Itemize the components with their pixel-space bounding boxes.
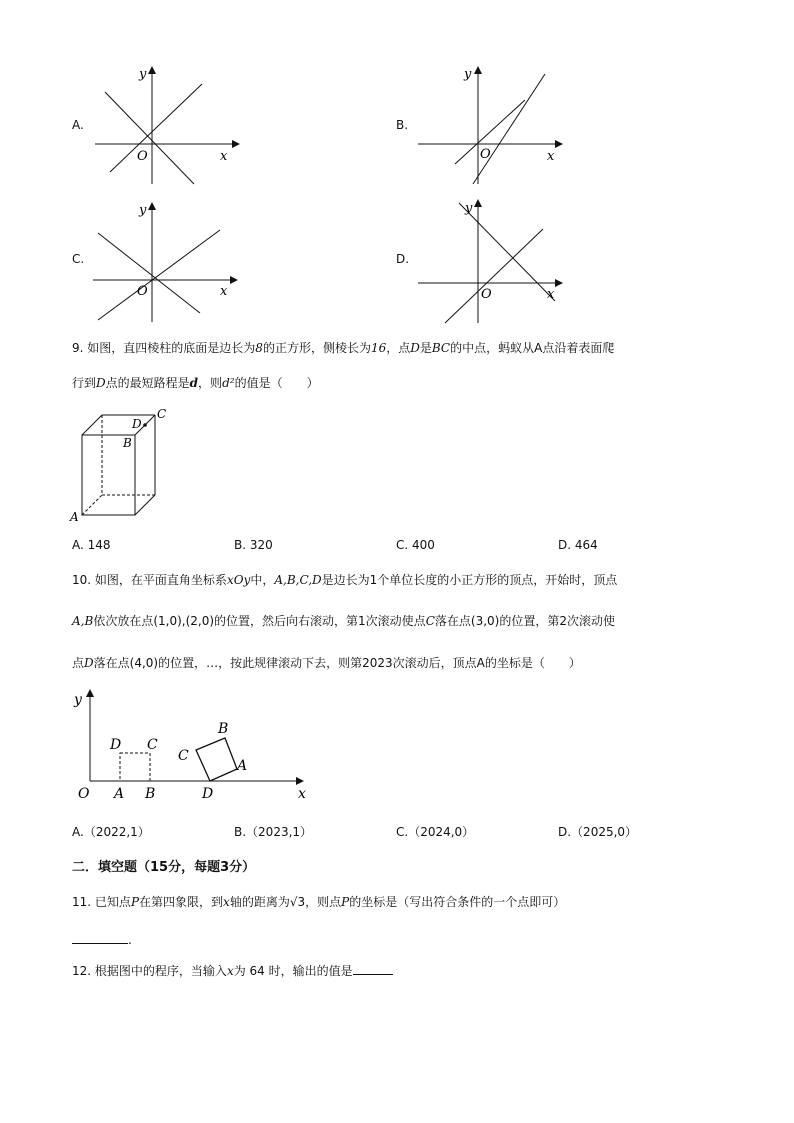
q10-line-2 xyxy=(72,615,615,627)
q10-coords: (1,0),(2,0) xyxy=(153,614,215,628)
q9-var: D xyxy=(410,341,420,355)
answer-blank xyxy=(72,943,128,944)
q12-line xyxy=(72,965,393,977)
line-negative-slope xyxy=(105,92,194,184)
q8-graph-c xyxy=(90,200,250,325)
y-axis-label: y xyxy=(464,67,472,82)
q11-sqrt: √3 xyxy=(289,895,306,909)
q10-var: C xyxy=(425,614,435,628)
q9-line-2 xyxy=(72,377,319,389)
point-d xyxy=(143,423,147,427)
q9-var: d² xyxy=(222,376,235,390)
x-axis-label: x xyxy=(298,786,306,802)
answer-blank xyxy=(353,974,393,975)
q9-text: 的值是（ ） xyxy=(234,376,319,390)
q10-text: 依次放在点 xyxy=(93,614,154,628)
q10-var: A,B,C,D xyxy=(274,573,322,587)
q10-var: xOy xyxy=(226,573,251,587)
line-positive-slope xyxy=(445,229,543,323)
rolled-square xyxy=(196,738,237,781)
origin-label: O xyxy=(137,149,148,164)
point-d-label: D xyxy=(132,417,142,431)
q10-option-c: C.（2024,0） xyxy=(396,825,475,839)
point-b-rotated-label: B xyxy=(218,721,229,737)
vertex-b-label: B xyxy=(123,436,132,450)
q10-text: 的位置，第2次滚动使 xyxy=(499,614,615,628)
q9-value: 16 xyxy=(370,341,387,355)
q9-text: 是 xyxy=(419,341,432,355)
origin-label: O xyxy=(137,284,148,299)
q8-option-c-label: C. xyxy=(72,252,85,266)
q10-text: 点 xyxy=(72,656,85,670)
point-d-axis-label: D xyxy=(202,786,214,802)
line-negative-slope xyxy=(98,233,200,313)
q9-var: d xyxy=(189,376,199,390)
line-negative-slope xyxy=(459,203,555,301)
q10-option-b: B.（2023,1） xyxy=(234,825,313,839)
vertex-a-label: A xyxy=(70,510,79,524)
q9-var: BC xyxy=(431,341,451,355)
q8-graph-b xyxy=(415,62,575,187)
q11-text: 轴的距离为 xyxy=(229,895,290,909)
q9-var: D xyxy=(96,376,106,390)
point-c-rotated-label: C xyxy=(178,748,189,764)
q9-text: 行到 xyxy=(72,376,97,390)
q12-number: 12. xyxy=(72,964,92,978)
y-axis-label: y xyxy=(139,203,147,218)
q10-text: 是边长为1个单位长度的小正方形的顶点，开始时，顶点 xyxy=(321,573,618,587)
q11-tail: . xyxy=(128,933,132,947)
q11-var: P xyxy=(341,895,350,909)
q11-var: x xyxy=(223,895,230,909)
point-a-axis-label: A xyxy=(114,786,125,802)
q9-text: ，则 xyxy=(198,376,223,390)
q9-option-a: A. 148 xyxy=(72,538,111,552)
point-a-rotated-label: A xyxy=(237,758,248,774)
q10-text: 落在点 xyxy=(434,614,471,628)
q11-number: 11. xyxy=(72,895,92,909)
x-axis-label: x xyxy=(547,149,555,164)
q9-number: 9. xyxy=(72,341,84,355)
q10-rolling-square-figure xyxy=(70,686,320,804)
prism-edge xyxy=(135,495,155,515)
q11-text: 在第四象限，到 xyxy=(139,895,224,909)
point-b-axis-label: B xyxy=(145,786,156,802)
q10-text: 的位置，然后向右滚动，第1次滚动使点 xyxy=(214,614,426,628)
q10-line-3 xyxy=(72,657,581,669)
q11-text: 已知点 xyxy=(94,895,131,909)
q9-value: 8 xyxy=(255,341,263,355)
q11-var: P xyxy=(130,895,140,909)
q10-text: 的位置，…，按此规律滚动下去，则第2023次滚动后，顶点A的坐标是（ ） xyxy=(158,656,581,670)
q9-text: 的中点，蚂蚁从A点沿着表面爬 xyxy=(450,341,615,355)
q10-var: D xyxy=(84,656,94,670)
x-axis-label: x xyxy=(220,149,228,164)
x-axis-label: x xyxy=(547,287,555,302)
x-axis-label: x xyxy=(220,284,228,299)
point-c-top-label: C xyxy=(147,737,158,753)
point-d-top-label: D xyxy=(110,737,122,753)
q10-var: A,B xyxy=(72,614,94,628)
q12-text: 根据图中的程序，当输入 xyxy=(94,964,227,978)
q11-line xyxy=(72,896,565,908)
q10-text: 落在点 xyxy=(93,656,130,670)
q9-option-d: D. 464 xyxy=(558,538,598,552)
y-axis-label: y xyxy=(74,692,82,708)
q10-option-a: A.（2022,1） xyxy=(72,825,150,839)
prism-edge xyxy=(82,415,102,435)
y-axis-label: y xyxy=(465,201,473,216)
y-axis-label: y xyxy=(139,67,147,82)
q9-text: 如图，直四棱柱的底面是边长为 xyxy=(87,341,256,355)
origin-label: O xyxy=(481,287,492,302)
section-2-heading: 二．填空题（15分，每题3分） xyxy=(72,860,256,875)
line-positive-slope xyxy=(98,230,220,320)
prism-hidden-edge xyxy=(82,495,102,515)
q10-coords: (4,0) xyxy=(129,656,159,670)
q9-text: ，点 xyxy=(386,341,411,355)
q11-text: ，则点 xyxy=(305,895,342,909)
q9-text: 点的最短路程是 xyxy=(105,376,190,390)
q9-text: 的正方形，侧棱长为 xyxy=(262,341,371,355)
q10-coords: (3,0) xyxy=(470,614,500,628)
initial-square xyxy=(120,753,150,781)
q8-option-a-label: A. xyxy=(72,118,84,132)
q8-option-b-label: B. xyxy=(396,118,409,132)
q8-graph-d xyxy=(415,197,575,325)
q9-option-b: B. 320 xyxy=(234,538,273,552)
q11-answer-line xyxy=(72,934,132,946)
q10-number: 10. xyxy=(72,573,92,587)
q12-text: 为 64 时，输出的值是 xyxy=(233,964,353,978)
q8-graph-a xyxy=(90,62,250,187)
q10-option-d: D.（2025,0） xyxy=(558,825,638,839)
q11-text: 的坐标是（写出符合条件的一个点即可） xyxy=(349,895,566,909)
q12-var: x xyxy=(226,964,234,978)
origin-label: O xyxy=(480,147,491,162)
q9-prism-figure xyxy=(66,405,176,527)
origin-label: O xyxy=(78,786,90,802)
q10-text: 中， xyxy=(250,573,275,587)
line-steep xyxy=(473,74,545,184)
line-positive-slope xyxy=(110,84,202,172)
q9-option-c: C. 400 xyxy=(396,538,435,552)
q10-line-1 xyxy=(72,574,617,586)
vertex-c-label: C xyxy=(157,407,167,421)
q9-line-1 xyxy=(72,342,614,354)
q8-option-d-label: D. xyxy=(396,252,410,266)
q10-text: 如图，在平面直角坐标系 xyxy=(94,573,227,587)
